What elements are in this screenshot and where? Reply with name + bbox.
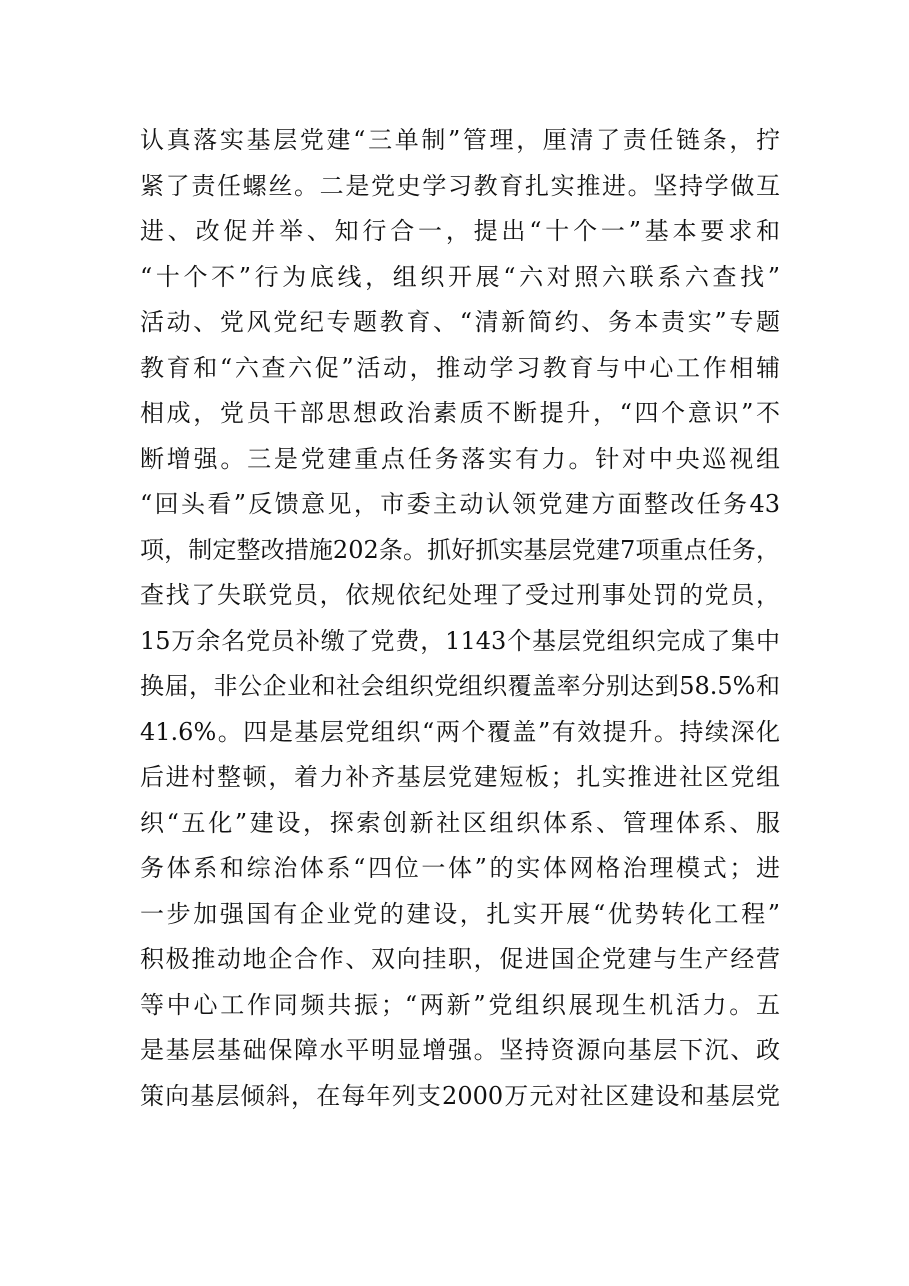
text-line: 务体系和综治体系“四位一体”的实体网格治理模式；进 — [140, 854, 780, 882]
text-line: 换届，非公企业和社会组织党组织覆盖率分别达到58.5%和 — [140, 672, 780, 700]
text-line: 断增强。三是党建重点任务落实有力。针对中央巡视组 — [140, 444, 780, 473]
text-line: 活动、党风党纪专题教育、“清新简约、务本责实”专题 — [140, 308, 780, 336]
text-line: 紧了责任螺丝。二是党史学习教育扎实推进。坚持学做互 — [140, 171, 780, 200]
text-line: 15万余名党员补缴了党费，1143个基层党组织完成了集中 — [140, 626, 780, 655]
text-line: “十个不”行为底线，组织开展“六对照六联系六查找” — [140, 262, 780, 291]
text-line: 查找了失联党员，依规依纪处理了受过刑事处罚的党员， — [140, 581, 780, 609]
text-line: 后进村整顿，着力补齐基层党建短板；扎实推进社区党组 — [140, 763, 780, 791]
text-line: 41.6%。四是基层党组织“两个覆盖”有效提升。持续深化 — [140, 717, 780, 746]
text-line: 等中心工作同频共振；“两新”党组织展现生机活力。五 — [140, 990, 780, 1019]
text-line: 教育和“六查六促”活动，推动学习教育与中心工作相辅 — [140, 353, 780, 382]
text-line: 认真落实基层党建“三单制”管理，厘清了责任链条，拧 — [140, 126, 780, 154]
text-line: 项，制定整改措施202条。抓好抓实基层党建7项重点任务， — [140, 535, 780, 564]
body-text — [140, 118, 780, 1119]
text-line: “回头看”反馈意见，市委主动认领党建方面整改任务43 — [140, 490, 780, 518]
text-line: 织“五化”建设，探索创新社区组织体系、管理体系、服 — [140, 808, 780, 837]
text-line: 进、改促并举、知行合一，提出“十个一”基本要求和 — [140, 217, 780, 245]
text-line: 相成，党员干部思想政治素质不断提升，“四个意识”不 — [140, 399, 780, 427]
text-line: 是基层基础保障水平明显增强。坚持资源向基层下沉、政 — [140, 1036, 780, 1064]
text-line: 积极推动地企合作、双向挂职，促进国企党建与生产经营 — [140, 945, 780, 973]
text-line: 策向基层倾斜，在每年列支2000万元对社区建设和基层党 — [140, 1081, 780, 1110]
text-line: 一步加强国有企业党的建设，扎实开展“优势转化工程” — [140, 899, 780, 928]
